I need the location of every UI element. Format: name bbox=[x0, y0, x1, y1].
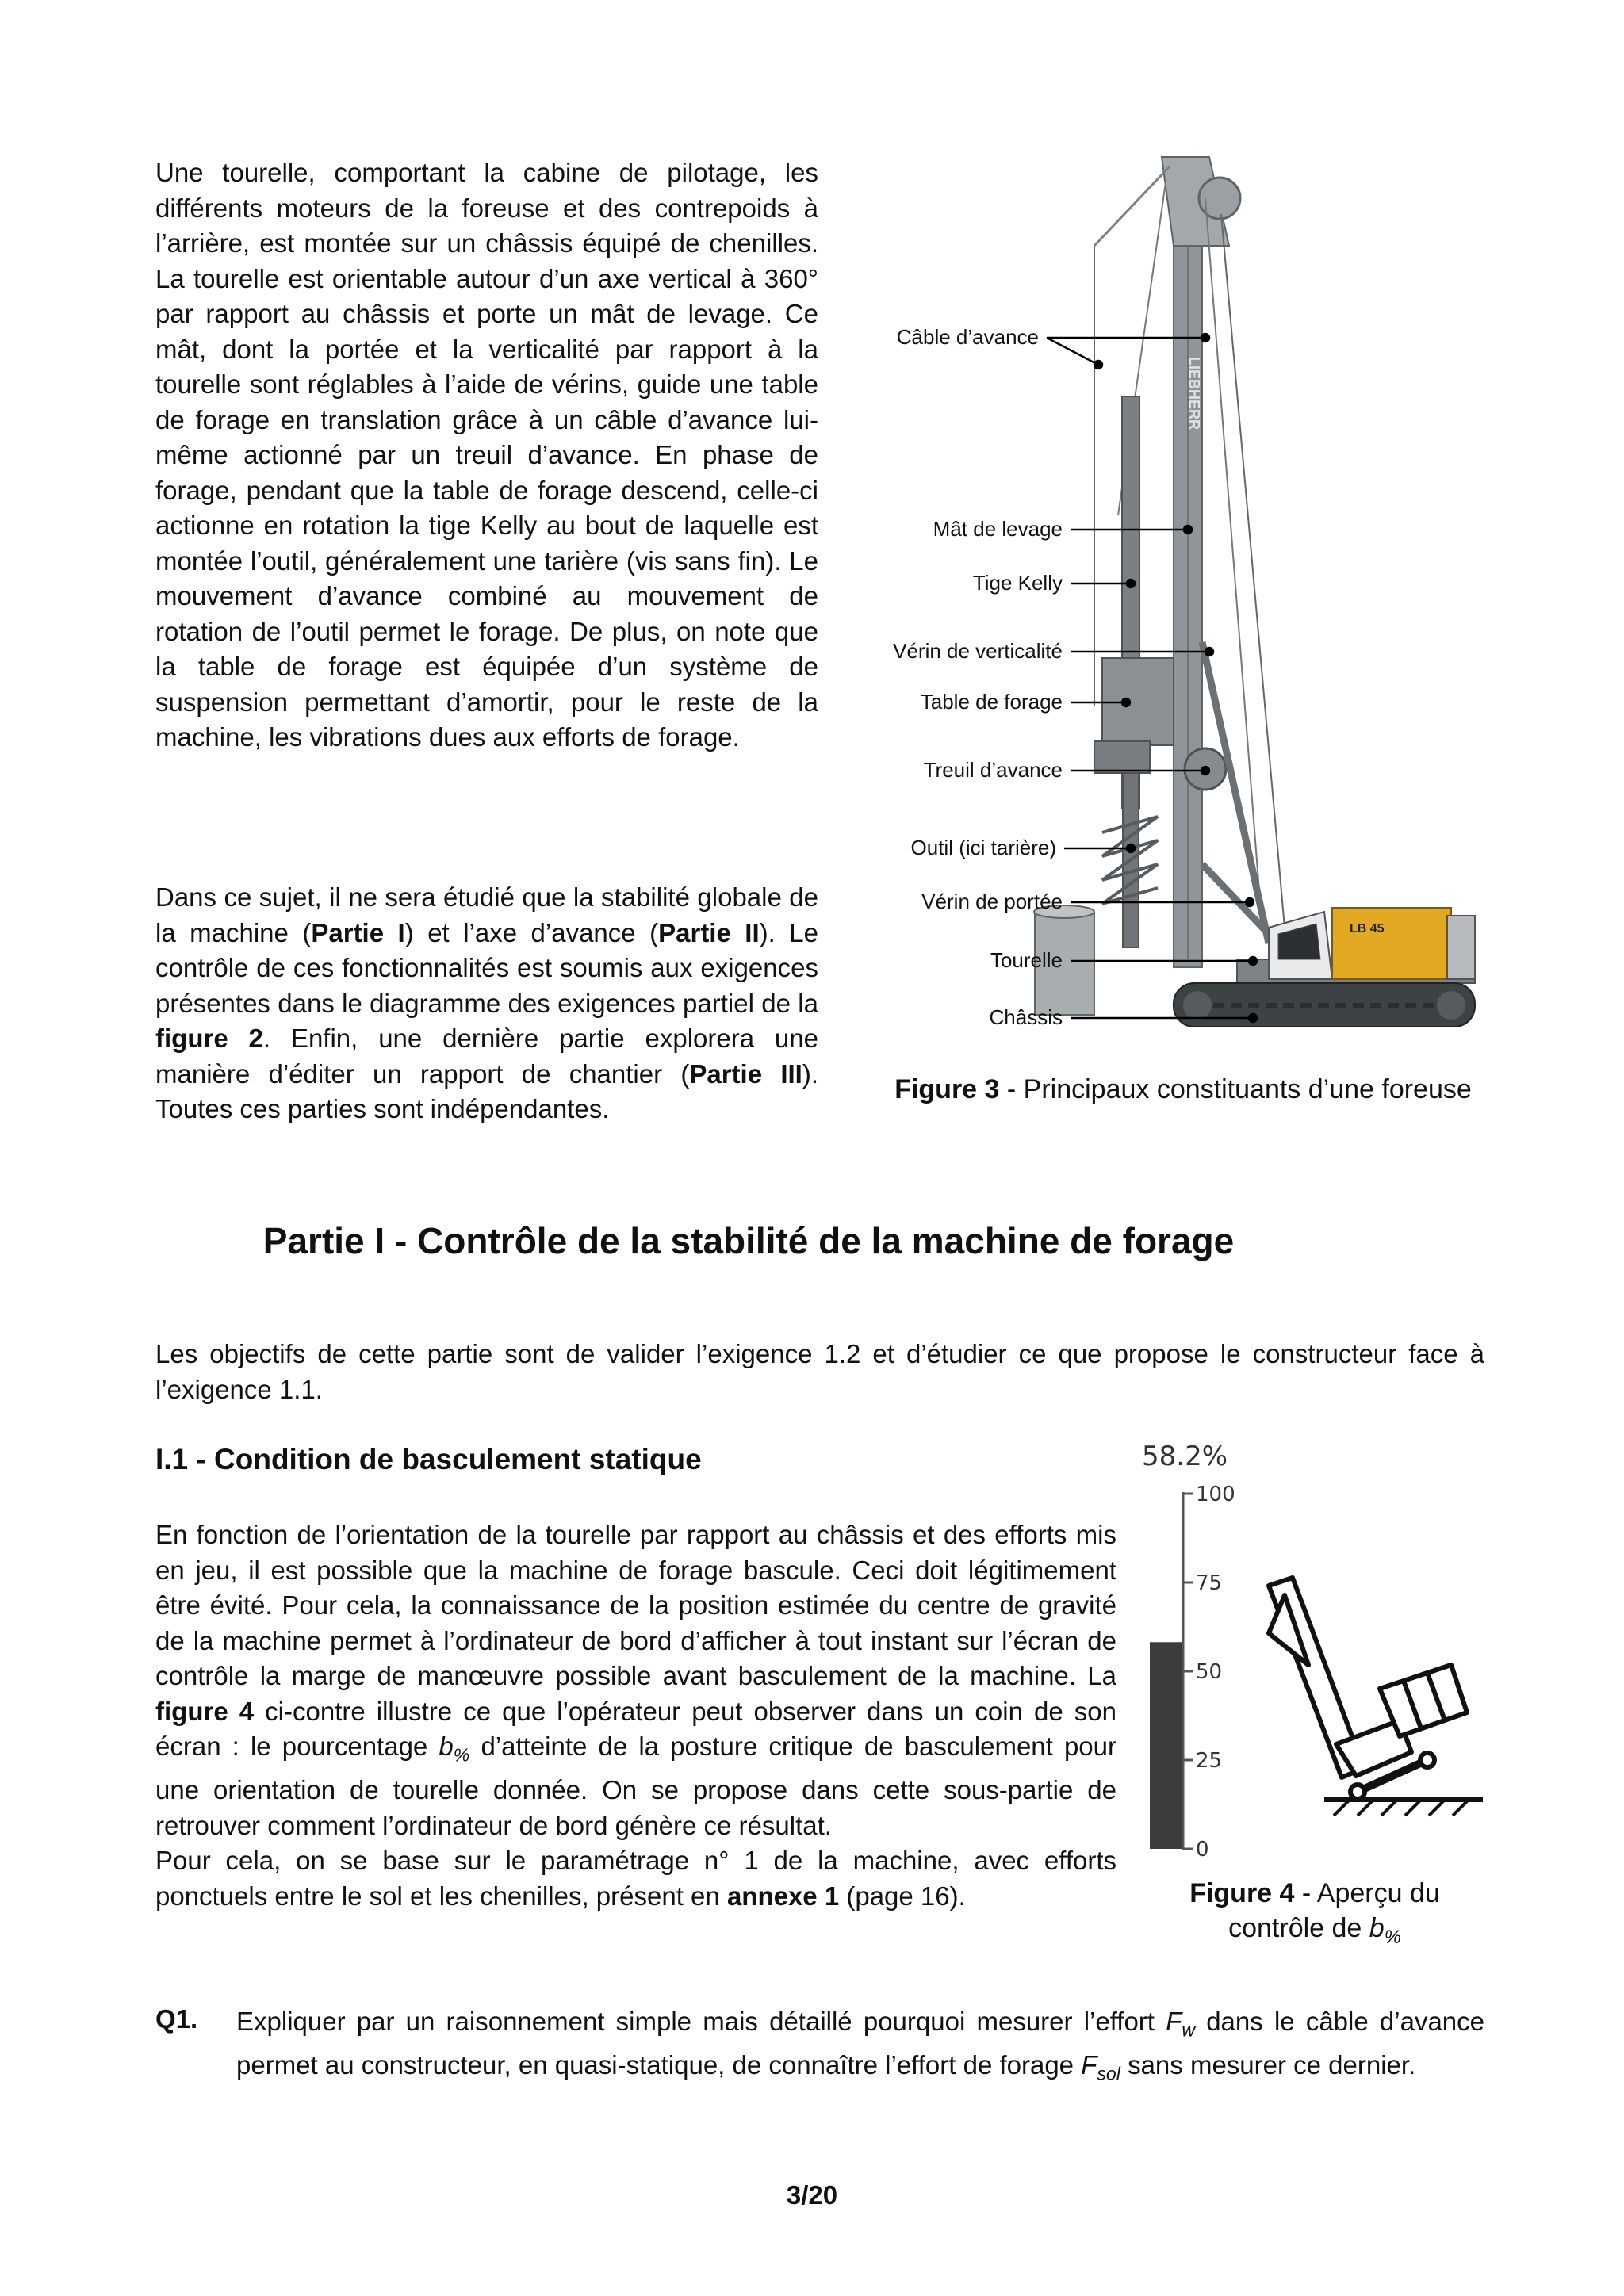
mast-brand: LIEBHERR bbox=[1186, 357, 1202, 430]
figure-4-caption: Figure 4 - Aperçu du contrôle de $b_{\%}$ bbox=[1189, 1878, 1440, 1948]
label-verin-portee: Vérin de portée bbox=[921, 890, 1063, 913]
gauge-fill bbox=[1150, 1642, 1182, 1849]
drilling-rig-illustration bbox=[856, 151, 1491, 1054]
label-mat-levage: Mât de levage bbox=[933, 517, 1063, 541]
label-chassis: Châssis bbox=[989, 1005, 1063, 1029]
subsection-title: I.1 - Condition de basculement statique bbox=[155, 1443, 702, 1475]
intro-paragraph-1: Une tourelle, comportant la cabine de pilotage, les différents moteurs de la foreuse et des contrepoids à l’arrière, est montée sur un châssis équipé de chenilles. La tourelle est orientable autour d’un axe vertical à 360° par rapport au châssis et porte un mât de levage. Ce mât, dont la portée et la verticalité par rapport à la tourelle sont réglables à l’aide de vérins, guide une table de forage en translation grâce à un câble d’avance lui-même actionné par un treuil d’avance. En phase de forage, pendant que la table de forage descend, celle-ci actionne en rotation la tige Kelly au bout de laquelle est montée l’outil, généralement une tarière (vis sans fin). Le mouvement d’avance combiné au mouvement de rotation de l’outil permet le forage. De plus, on note que la table de forage est équipée d’un système de suspension permettant d’amortir, pour le reste de la machine, les vibrations dues aux efforts de forage. bbox=[155, 158, 818, 752]
gauge-readout: 58.2% bbox=[1142, 1441, 1228, 1472]
gauge-tick-100: 100 bbox=[1196, 1483, 1235, 1506]
tipping-machine-icon bbox=[1269, 1578, 1467, 1799]
label-outil: Outil (ici tarière) bbox=[910, 836, 1056, 859]
gauge-tick-75: 75 bbox=[1196, 1571, 1223, 1595]
page-number: 3/20 bbox=[786, 2180, 838, 2210]
figure-3-caption: Figure 3 - Principaux constituants d’une foreuse bbox=[894, 1074, 1472, 1104]
gauge-tick-25: 25 bbox=[1196, 1749, 1223, 1773]
label-tourelle: Tourelle bbox=[990, 948, 1063, 972]
label-treuil-avance: Treuil d’avance bbox=[923, 758, 1063, 782]
question-label: Q1. bbox=[155, 2004, 198, 2034]
label-verin-verticalite: Vérin de verticalité bbox=[893, 639, 1063, 663]
gauge-tick-50: 50 bbox=[1196, 1660, 1223, 1684]
section-title: Partie I - Contrôle de la stabilité de la machine de forage bbox=[262, 1220, 1235, 1261]
label-cable-avance: Câble d’avance bbox=[896, 325, 1039, 349]
question-text: Expliquer par un raisonnement simple mais détaillé pourquoi mesurer l’effort $F_w$ dans le câble d’avance permet au constructeur, en quasi-statique, de connaître l’effort de forage $F_{sol}$ sans mesurer ce dernier. bbox=[236, 2007, 1485, 2084]
tipping-gauge bbox=[1126, 1427, 1491, 1871]
subsection-paragraph-1: En fonction de l’orientation de la tourelle par rapport au châssis et des efforts mis en jeu, il est possible que la machine de forage bascule. Ceci doit légitimement être évité. Pour cela, la connaissance de la position estimée du centre de gravité de la machine permet à l’ordinateur de bord d’afficher à tout instant sur l’écran de contrôle la marge de manœuvre possible avant basculement de la machine. La figure 4 ci-contre illustre ce que l’opérateur peut observer dans un coin de son écran : le pourcentage $b_{\%}$ d’atteinte de la posture critique de basculement pour une orientation de tourelle donnée. On se propose dans cette sous-partie de retrouver comment l’ordinateur de bord génère ce résultat. bbox=[155, 1520, 1116, 1840]
label-tige-kelly: Tige Kelly bbox=[972, 571, 1063, 595]
figure-3 bbox=[856, 151, 1491, 1054]
subsection-paragraph-2: Pour cela, on se base sur le paramétrage n° 1 de la machine, avec efforts ponctuels entre le sol et les chenilles, présent en annexe 1 (page 16). bbox=[155, 1846, 1116, 1911]
cab-badge: LB 45 bbox=[1350, 922, 1385, 936]
subsection-body bbox=[155, 1517, 1116, 1914]
label-table-forage: Table de forage bbox=[920, 690, 1063, 714]
intro-paragraph-2: Dans ce sujet, il ne sera étudié que la stabilité globale de la machine (Partie I) et l’axe d’avance (Partie II). Le contrôle de ces fonctionnalités est soumis aux exigences présentes dans le diagramme des exigences partiel de la figure 2. Enfin, une dernière partie explorera une manière d’éditer un rapport de chantier (Partie III). Toutes ces parties sont indépendantes. bbox=[155, 882, 819, 1123]
gauge-tick-0: 0 bbox=[1196, 1838, 1209, 1862]
figure-4 bbox=[1126, 1427, 1491, 1871]
objectives-paragraph: Les objectifs de cette partie sont de valider l’exigence 1.2 et d’étudier ce que propose le constructeur face à l’exigence 1.1. bbox=[155, 1339, 1484, 1404]
